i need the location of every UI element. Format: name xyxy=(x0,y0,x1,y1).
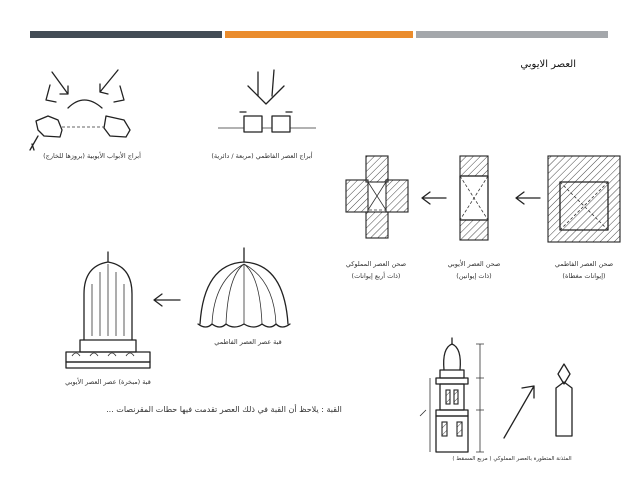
courtyard-plan-fatimid xyxy=(548,156,620,280)
caption-bay-fatimid: صحن العصر الفاطمي xyxy=(554,260,614,268)
minaret-mamluk-sketch xyxy=(420,338,484,452)
arrow-up-right-icon xyxy=(504,386,534,438)
courtyard-plan-ayyubid xyxy=(448,156,501,280)
arrow-left-icon xyxy=(154,294,180,306)
gate-towers-ayyubid-sketch xyxy=(30,70,141,160)
caption-bay-ayyubid: صحن العصر الأيوبي xyxy=(447,260,501,268)
caption-bay-fatimid-note: (إيوانات مغطاة) xyxy=(562,272,606,280)
caption-minaret: المئذنة المتطورة بالعصر المملوكي ( مربع المسقط ) xyxy=(452,456,572,462)
minaret-plan-sketch xyxy=(556,364,572,436)
arrow-left-icon xyxy=(422,192,446,204)
slide-title: العصر الايوبي xyxy=(520,59,576,70)
caption-dome-ayyubid: قبة (مبخرة) عصر العصر الأيوبي xyxy=(65,378,151,386)
caption-towers-ayyubid: أبراج الأبواب الأيوبية (بروزها للخارج) xyxy=(43,152,141,160)
dome-fatimid-sketch xyxy=(198,248,290,346)
caption-towers-fatimid: أبراج العصر الفاطمي (مربعة / دائرية) xyxy=(211,152,313,160)
caption-dome-fatimid: قبة عصر العصر الفاطمي xyxy=(214,338,282,346)
arrow-left-icon xyxy=(516,192,540,204)
caption-bay-mamluk-note: (ذات أربع إيوانات) xyxy=(351,272,401,280)
dome-ayyubid-sketch xyxy=(65,252,151,386)
caption-bay-ayyubid-note: (ذات إيوانين) xyxy=(456,272,492,280)
courtyard-plan-mamluk xyxy=(346,156,408,280)
dome-note: القبة : يلاحظ أن القبة في ذلك العصر تقدمت فيها حطات المقرنصات ... xyxy=(106,405,342,414)
caption-bay-mamluk: صحن العصر المملوكي xyxy=(345,260,407,268)
gate-towers-fatimid-sketch xyxy=(211,70,316,160)
